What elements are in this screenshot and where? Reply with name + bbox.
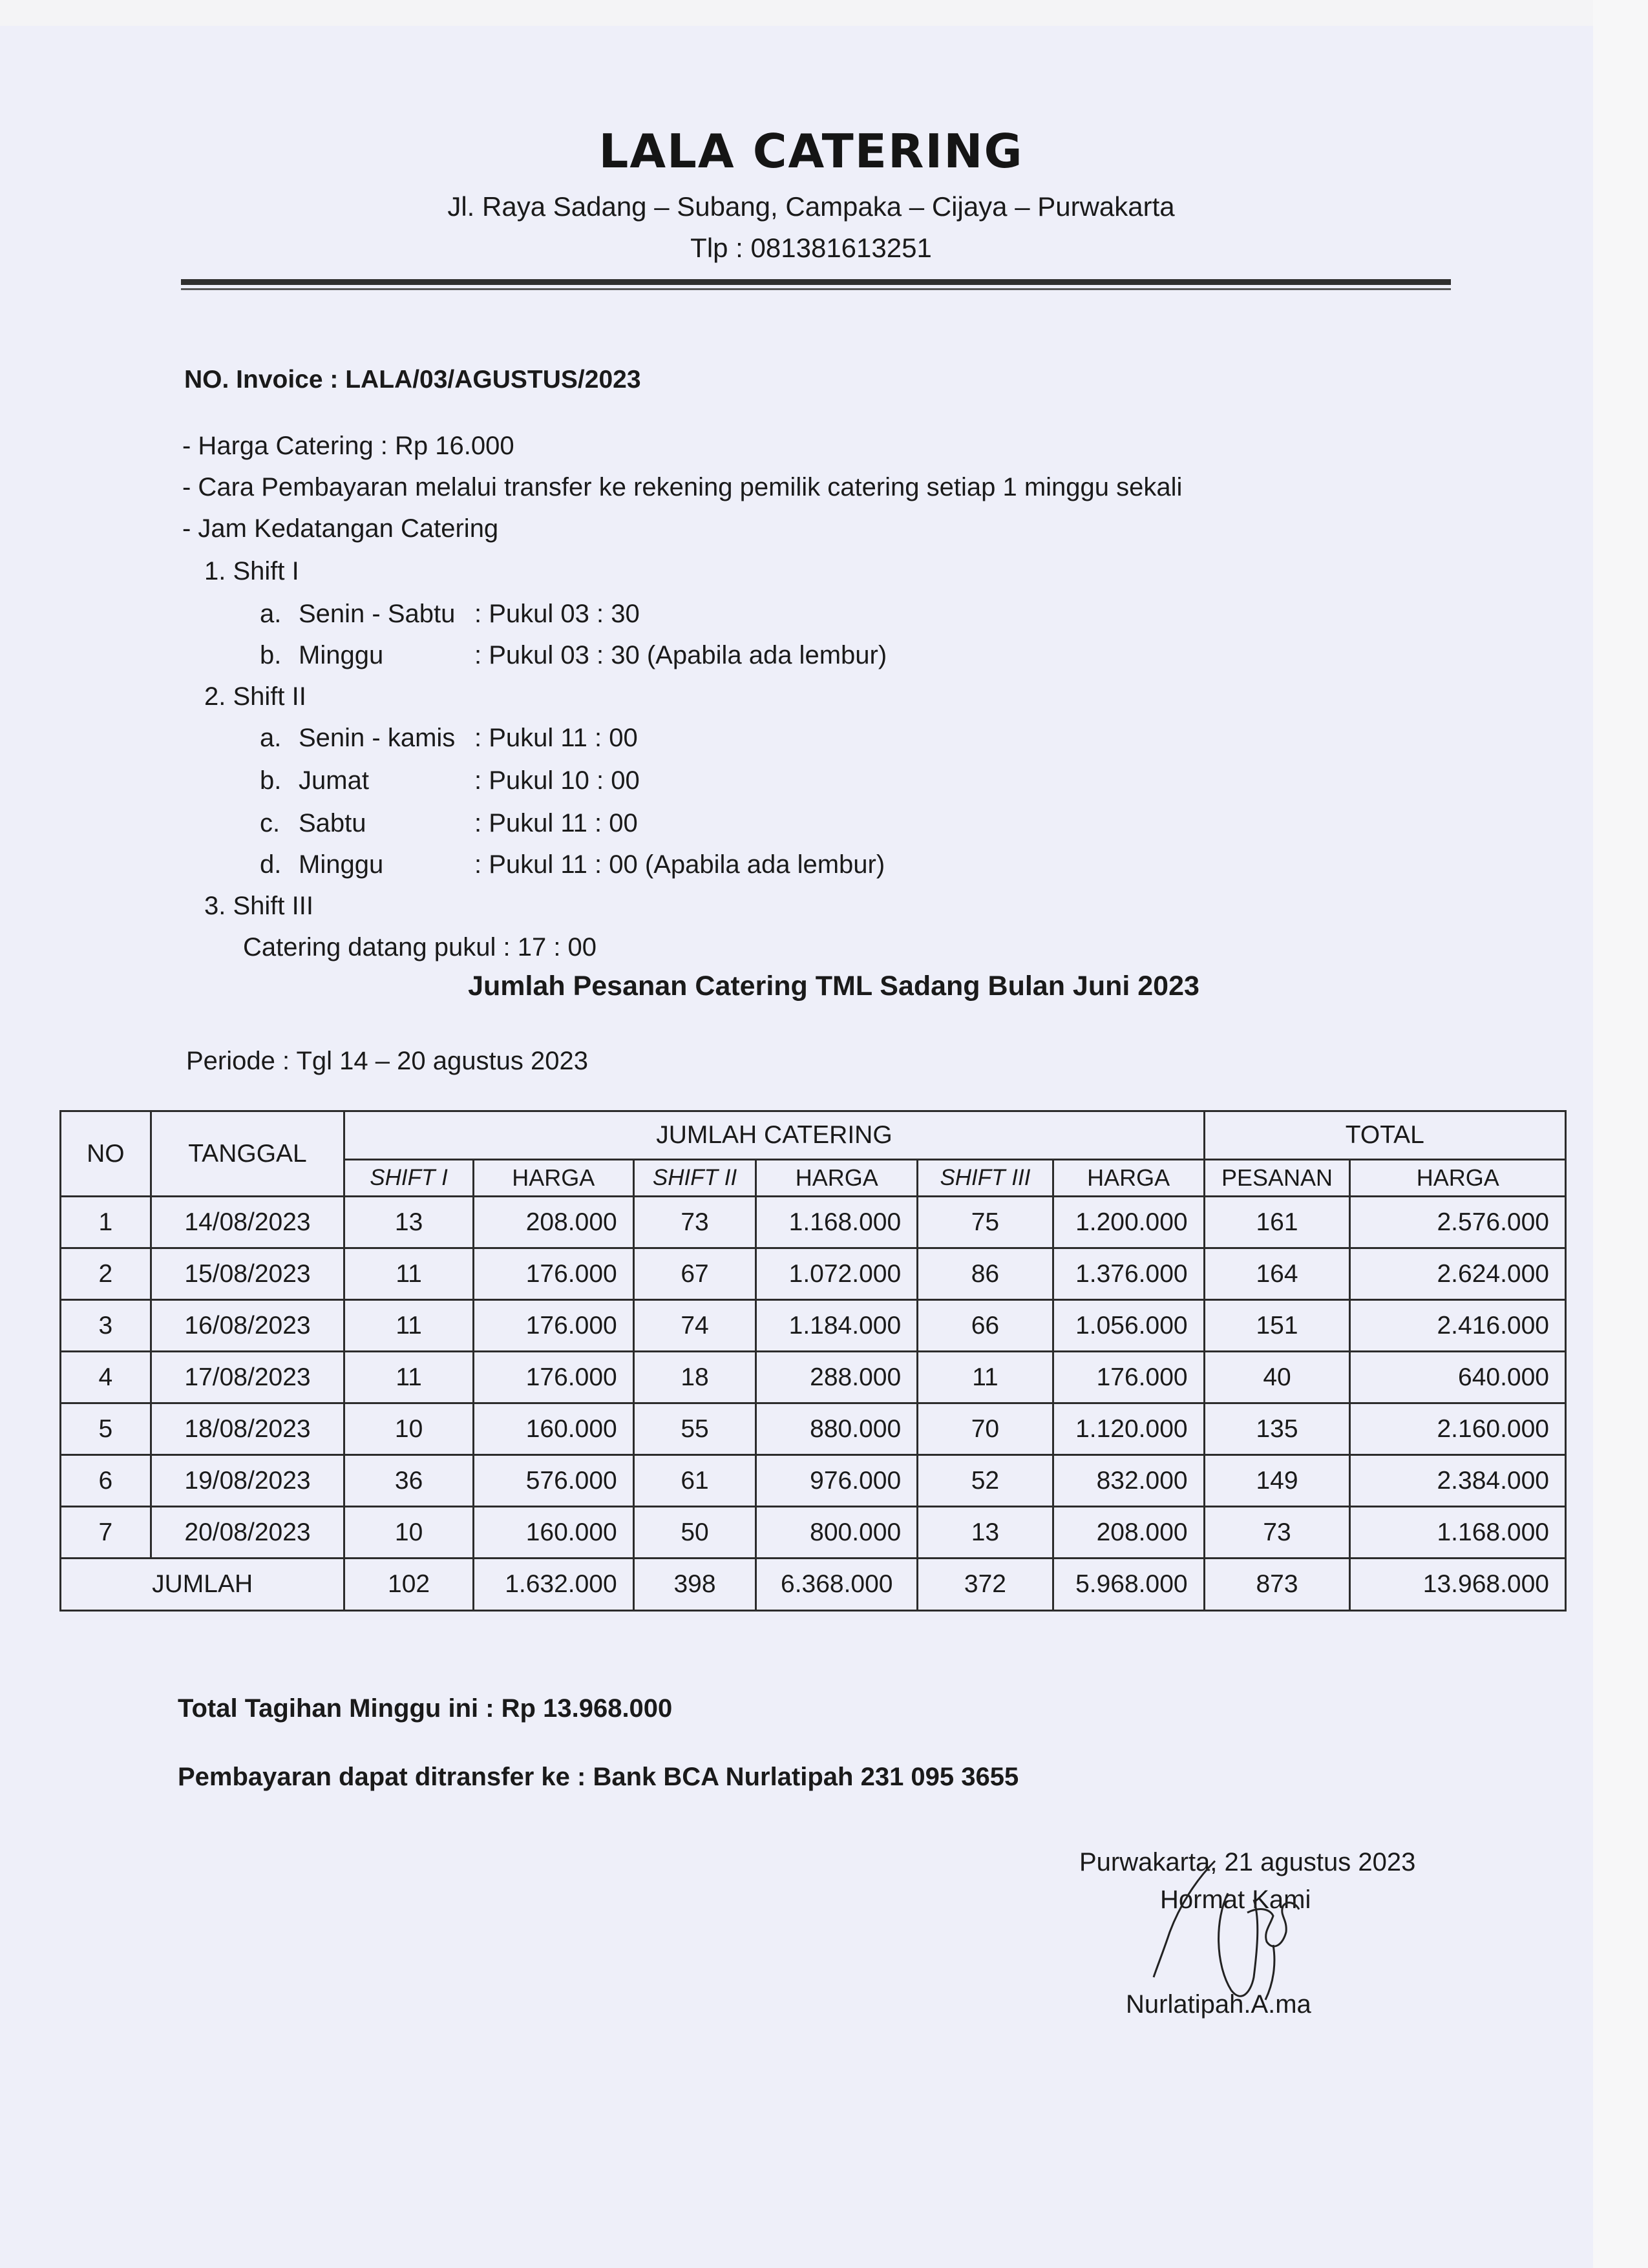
row-harga1: 208.000 — [473, 1197, 633, 1248]
row-shift3: 52 — [918, 1455, 1053, 1507]
row-harga3: 832.000 — [1053, 1455, 1204, 1507]
total-bill: Total Tagihan Minggu ini : Rp 13.968.000 — [178, 1694, 673, 1723]
row-harga3: 1.376.000 — [1053, 1248, 1204, 1300]
table-row — [61, 1352, 1566, 1403]
shift2-item-marker: d. — [260, 850, 282, 879]
shift2-item-time: : Pukul 10 : 00 — [474, 766, 640, 795]
period-line: Periode : Tgl 14 – 20 agustus 2023 — [186, 1047, 588, 1075]
row-pesanan: 149 — [1204, 1455, 1350, 1507]
header-pesanan: PESANAN — [1204, 1160, 1350, 1197]
row-harga-total: 2.416.000 — [1350, 1300, 1566, 1352]
shift2-item-day: Jumat — [299, 766, 369, 795]
row-no: 5 — [61, 1403, 151, 1455]
header-divider — [181, 279, 1451, 285]
shift1-item-day: Minggu — [299, 641, 384, 669]
company-phone: Tlp : 081381613251 — [690, 233, 932, 263]
row-harga3: 1.056.000 — [1053, 1300, 1204, 1352]
total-pesanan: 873 — [1204, 1559, 1350, 1611]
shift2-item-marker: b. — [260, 766, 282, 795]
company-name: LALA CATERING — [598, 124, 1024, 178]
shift2-item-time: : Pukul 11 : 00 — [474, 809, 638, 837]
header-harga3: HARGA — [1053, 1160, 1204, 1197]
row-no: 2 — [61, 1248, 151, 1300]
row-harga-total: 2.384.000 — [1350, 1455, 1566, 1507]
row-shift1: 11 — [344, 1248, 474, 1300]
row-pesanan: 135 — [1204, 1403, 1350, 1455]
row-harga2: 976.000 — [756, 1455, 918, 1507]
shift3-title: 3. Shift III — [204, 892, 313, 920]
row-harga2: 1.184.000 — [756, 1300, 918, 1352]
total-shift1: 102 — [344, 1559, 474, 1611]
row-harga2: 800.000 — [756, 1507, 918, 1559]
total-shift2: 398 — [633, 1559, 756, 1611]
row-shift2: 61 — [633, 1455, 756, 1507]
shift1-item-time: : Pukul 03 : 30 (Apabila ada lembur) — [474, 641, 887, 669]
table-total-row — [61, 1559, 1566, 1611]
header-divider-thin — [181, 288, 1451, 290]
table-row — [61, 1248, 1566, 1300]
row-no: 7 — [61, 1507, 151, 1559]
row-harga1: 176.000 — [473, 1352, 633, 1403]
total-harga3: 5.968.000 — [1053, 1559, 1204, 1611]
shift2-item-marker: c. — [260, 809, 280, 837]
row-no: 1 — [61, 1197, 151, 1248]
header-date: TANGGAL — [151, 1111, 344, 1197]
row-no: 3 — [61, 1300, 151, 1352]
transfer-info: Pembayaran dapat ditransfer ke : Bank BCA Nurlatipah 231 095 3655 — [178, 1763, 1019, 1791]
row-pesanan: 40 — [1204, 1352, 1350, 1403]
place-date: Purwakarta, 21 agustus 2023 — [1079, 1848, 1416, 1876]
row-harga2: 1.072.000 — [756, 1248, 918, 1300]
header-harga-total: HARGA — [1350, 1160, 1566, 1197]
row-shift1: 36 — [344, 1455, 474, 1507]
row-date: 18/08/2023 — [151, 1403, 344, 1455]
handwritten-signature — [1118, 1854, 1331, 2010]
row-harga-total: 1.168.000 — [1350, 1507, 1566, 1559]
row-harga-total: 2.160.000 — [1350, 1403, 1566, 1455]
table-row — [61, 1197, 1566, 1248]
row-harga2: 1.168.000 — [756, 1197, 918, 1248]
row-shift3: 11 — [918, 1352, 1053, 1403]
row-shift3: 13 — [918, 1507, 1053, 1559]
arrival-heading: - Jam Kedatangan Catering — [182, 514, 499, 543]
shift1-title: 1. Shift I — [204, 557, 299, 585]
row-harga3: 208.000 — [1053, 1507, 1204, 1559]
row-harga-total: 2.624.000 — [1350, 1248, 1566, 1300]
row-harga1: 176.000 — [473, 1248, 633, 1300]
row-pesanan: 164 — [1204, 1248, 1350, 1300]
total-harga1: 1.632.000 — [473, 1559, 633, 1611]
row-shift1: 11 — [344, 1300, 474, 1352]
row-shift2: 55 — [633, 1403, 756, 1455]
order-table — [59, 1110, 1567, 1612]
row-shift1: 10 — [344, 1507, 474, 1559]
header-shift3: SHIFT III — [918, 1160, 1053, 1197]
row-date: 20/08/2023 — [151, 1507, 344, 1559]
row-pesanan: 161 — [1204, 1197, 1350, 1248]
greeting: Hormat Kami — [1160, 1885, 1311, 1914]
table-row — [61, 1455, 1566, 1507]
header-harga1: HARGA — [473, 1160, 633, 1197]
signer-name: Nurlatipah.A.ma — [1126, 1990, 1311, 2019]
row-shift2: 50 — [633, 1507, 756, 1559]
table-header-row — [61, 1111, 1566, 1160]
row-date: 19/08/2023 — [151, 1455, 344, 1507]
row-harga2: 288.000 — [756, 1352, 918, 1403]
shift1-item-marker: a. — [260, 600, 282, 628]
total-label: JUMLAH — [61, 1559, 344, 1611]
header-jumlah-catering: JUMLAH CATERING — [344, 1111, 1204, 1160]
row-shift3: 86 — [918, 1248, 1053, 1300]
row-shift3: 70 — [918, 1403, 1053, 1455]
shift3-note: Catering datang pukul : 17 : 00 — [243, 933, 597, 961]
row-date: 16/08/2023 — [151, 1300, 344, 1352]
row-shift2: 67 — [633, 1248, 756, 1300]
shift2-title: 2. Shift II — [204, 682, 306, 711]
shift1-item-day: Senin - Sabtu — [299, 600, 456, 628]
header-harga2: HARGA — [756, 1160, 918, 1197]
row-harga-total: 640.000 — [1350, 1352, 1566, 1403]
row-shift1: 11 — [344, 1352, 474, 1403]
row-pesanan: 151 — [1204, 1300, 1350, 1352]
row-no: 4 — [61, 1352, 151, 1403]
payment-line: - Cara Pembayaran melalui transfer ke rekening pemilik catering setiap 1 minggu sekali — [182, 473, 1183, 501]
shift2-item-day: Sabtu — [299, 809, 366, 837]
company-address: Jl. Raya Sadang – Subang, Campaka – Cijaya – Purwakarta — [447, 191, 1175, 222]
row-shift3: 75 — [918, 1197, 1053, 1248]
total-shift3: 372 — [918, 1559, 1053, 1611]
row-harga2: 880.000 — [756, 1403, 918, 1455]
row-pesanan: 73 — [1204, 1507, 1350, 1559]
paper-margin — [1593, 0, 1648, 2268]
order-title: Jumlah Pesanan Catering TML Sadang Bulan Juni 2023 — [468, 971, 1199, 1002]
row-date: 17/08/2023 — [151, 1352, 344, 1403]
invoice-number: NO. Invoice : LALA/03/AGUSTUS/2023 — [184, 366, 641, 394]
row-shift2: 73 — [633, 1197, 756, 1248]
header-no: NO — [61, 1111, 151, 1197]
header-shift2: SHIFT II — [633, 1160, 756, 1197]
row-harga1: 176.000 — [473, 1300, 633, 1352]
row-no: 6 — [61, 1455, 151, 1507]
shift1-item-time: : Pukul 03 : 30 — [474, 600, 640, 628]
price-line: - Harga Catering : Rp 16.000 — [182, 432, 514, 460]
header-total: TOTAL — [1204, 1111, 1565, 1160]
shift1-item-marker: b. — [260, 641, 282, 669]
total-harga2: 6.368.000 — [756, 1559, 918, 1611]
header-shift1: SHIFT I — [344, 1160, 474, 1197]
row-harga1: 160.000 — [473, 1507, 633, 1559]
shift2-item-time: : Pukul 11 : 00 (Apabila ada lembur) — [474, 850, 885, 879]
row-shift3: 66 — [918, 1300, 1053, 1352]
row-shift1: 13 — [344, 1197, 474, 1248]
shift2-item-marker: a. — [260, 724, 282, 752]
row-harga3: 1.200.000 — [1053, 1197, 1204, 1248]
row-shift2: 74 — [633, 1300, 756, 1352]
row-harga-total: 2.576.000 — [1350, 1197, 1566, 1248]
row-harga3: 1.120.000 — [1053, 1403, 1204, 1455]
table-row — [61, 1507, 1566, 1559]
table-row — [61, 1403, 1566, 1455]
shift2-item-day: Senin - kamis — [299, 724, 456, 752]
row-date: 14/08/2023 — [151, 1197, 344, 1248]
row-shift1: 10 — [344, 1403, 474, 1455]
row-harga1: 160.000 — [473, 1403, 633, 1455]
row-date: 15/08/2023 — [151, 1248, 344, 1300]
total-harga: 13.968.000 — [1350, 1559, 1566, 1611]
shift2-item-day: Minggu — [299, 850, 384, 879]
shift2-item-time: : Pukul 11 : 00 — [474, 724, 638, 752]
row-harga3: 176.000 — [1053, 1352, 1204, 1403]
row-shift2: 18 — [633, 1352, 756, 1403]
table-row — [61, 1300, 1566, 1352]
row-harga1: 576.000 — [473, 1455, 633, 1507]
